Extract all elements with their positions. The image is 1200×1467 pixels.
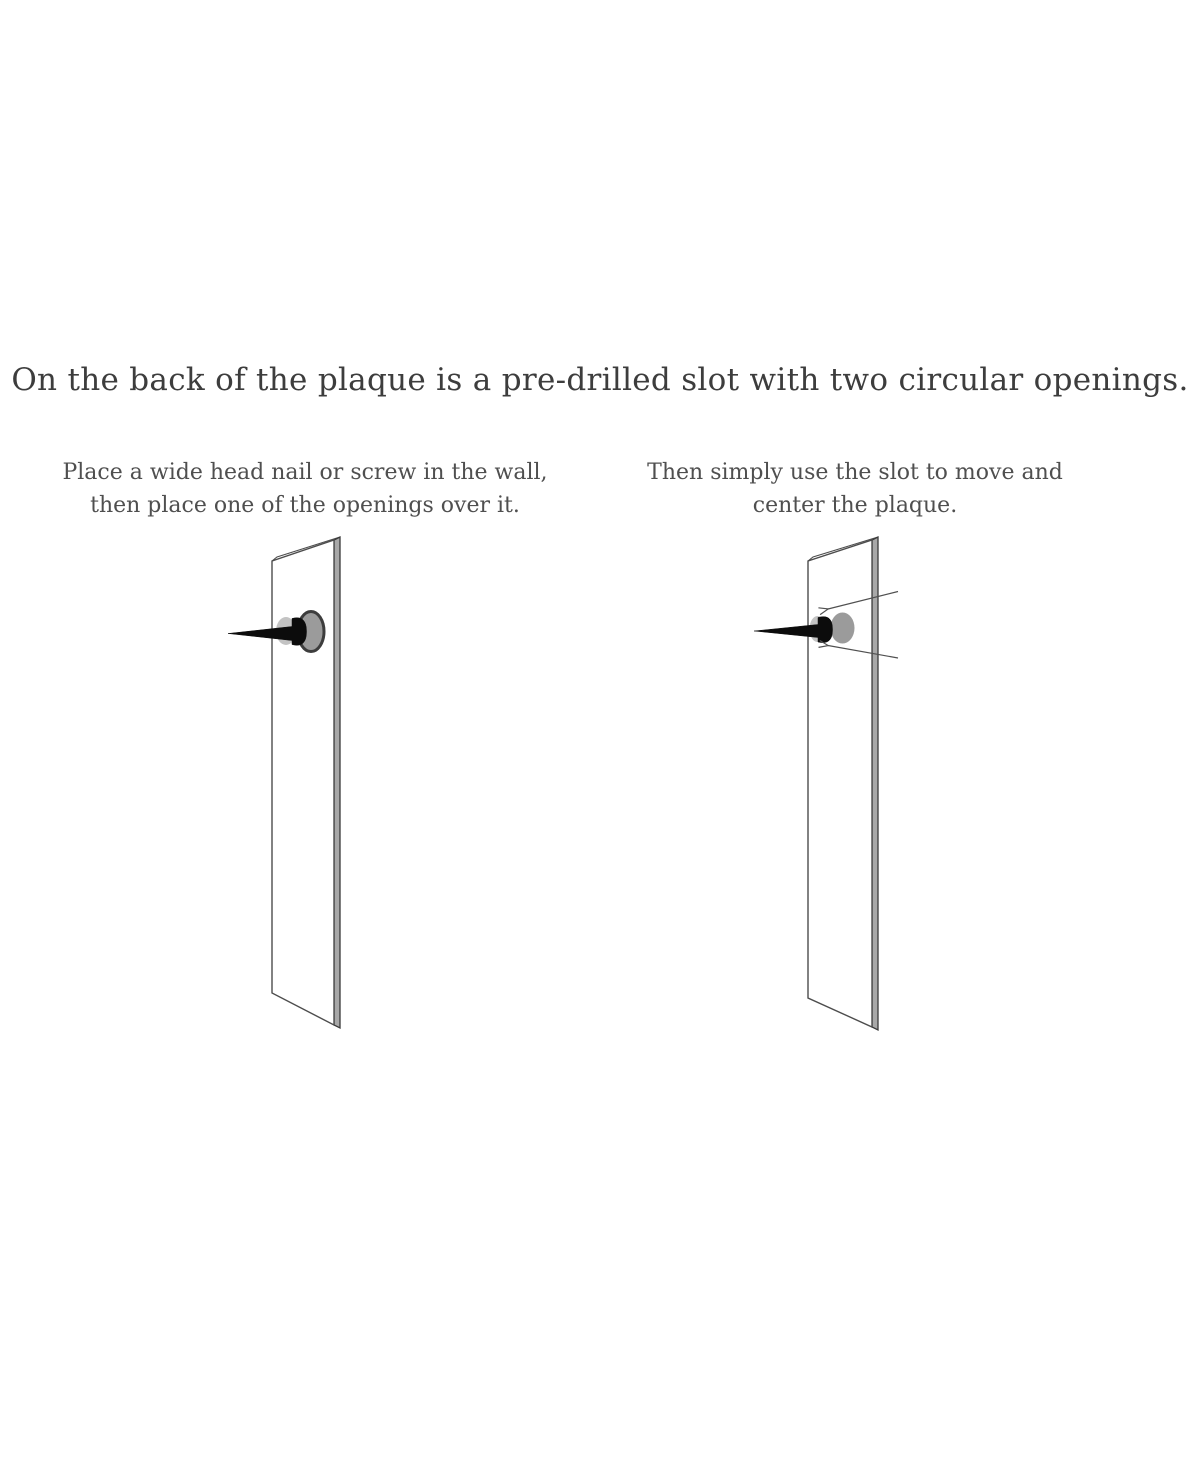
step-2-figure [754,537,898,1030]
plaque-side-edge [872,537,878,1030]
step-2-caption-line-2: center the plaque. [752,493,958,518]
circular-opening-icon [831,613,855,644]
step-1-caption-line-2: then place one of the openings over it. [90,493,520,518]
plaque-panel [272,540,334,1025]
nail-icon [228,618,307,645]
plaque-side-edge [334,537,340,1028]
page-title: On the back of the plaque is a pre-drilled slot with two circular openings. [11,362,1189,398]
step-1-caption-line-1: Place a wide head nail or screw in the wall, [62,460,548,485]
step-1-figure [228,537,340,1028]
nail-icon [754,617,833,643]
step-2-caption-line-1: Then simply use the slot to move and [647,460,1063,485]
